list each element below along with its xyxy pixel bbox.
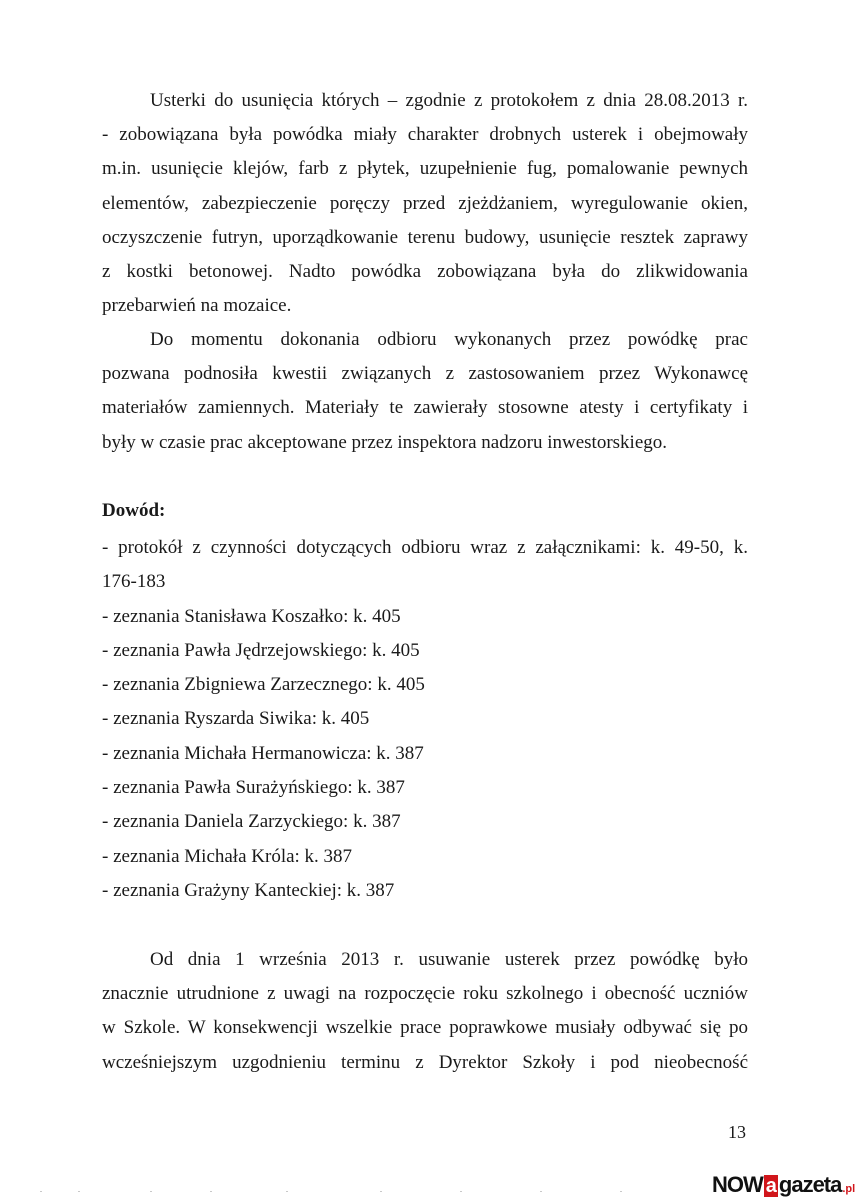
logo-text-gazeta: gazeta bbox=[778, 1172, 842, 1197]
evidence-item: - zeznania Pawła Surażyńskiego: k. 387 bbox=[102, 777, 405, 799]
logo-text-a: a bbox=[765, 1175, 776, 1197]
evidence-list bbox=[102, 531, 748, 908]
paragraph-line: Do momentu dokonania odbioru wykonanych przez powódkę prac bbox=[150, 329, 748, 350]
evidence-item: - zeznania Stanisława Koszałko: k. 405 bbox=[102, 605, 401, 627]
logo-text-pl: .pl bbox=[842, 1183, 855, 1195]
page-number: 13 bbox=[728, 1122, 746, 1142]
paragraph-line: pozwana podnosiła kwestii związanych z zastosowaniem przez Wykonawcę bbox=[102, 363, 748, 385]
evidence-item: - zeznania Michała Króla: k. 387 bbox=[102, 845, 353, 867]
paragraph-line: Od dnia 1 września 2013 r. usuwanie usterek przez powódkę było bbox=[150, 949, 748, 970]
paragraph-line: elementów, zabezpieczenie poręczy przed zjeżdżaniem, wyregulowanie okien, bbox=[102, 192, 748, 214]
paragraph-line: znacznie utrudnione z uwagi na rozpoczęcie roku szkolnego i obecność uczniów bbox=[102, 983, 748, 1005]
paragraph-acceptance bbox=[102, 323, 748, 460]
paragraph-line: z kostki betonowej. Nadto powódka zobowiązana była do zlikwidowania bbox=[102, 261, 748, 283]
paragraph-line: - zobowiązana była powódka miały charakter drobnych usterek i obejmowały bbox=[102, 124, 748, 146]
logo-text-now: NOW bbox=[712, 1172, 763, 1197]
paragraph-line: m.in. usunięcie klejów, farb z płytek, uzupełnienie fug, pomalowanie pewnych bbox=[102, 158, 748, 180]
evidence-item-line: 176-183 bbox=[102, 571, 166, 593]
paragraph-line: oczyszczenie futryn, uporządkowanie terenu budowy, usunięcie resztek zaprawy bbox=[102, 226, 748, 248]
paragraph-line: przebarwień na mozaice. bbox=[102, 295, 292, 317]
paragraph-line: materiałów zamiennych. Materiały te zawierały stosowne atesty i certyfikaty i bbox=[102, 397, 748, 419]
evidence-item-line: - protokół z czynności dotyczących odbioru wraz z załącznikami: k. 49-50, k. bbox=[102, 537, 748, 558]
paragraph-line: wcześniejszym uzgodnieniu terminu z Dyrektor Szkoły i pod nieobecność bbox=[102, 1051, 748, 1073]
paragraph-september bbox=[102, 943, 748, 1080]
paragraph-line: w Szkole. W konsekwencji wszelkie prace poprawkowe musiały odbywać się po bbox=[102, 1017, 748, 1039]
evidence-item: - zeznania Michała Hermanowicza: k. 387 bbox=[102, 742, 424, 764]
evidence-item: - zeznania Ryszarda Siwika: k. 405 bbox=[102, 708, 370, 730]
evidence-item: - zeznania Grażyny Kanteckiej: k. 387 bbox=[102, 879, 395, 901]
evidence-item: - zeznania Pawła Jędrzejowskiego: k. 405 bbox=[102, 639, 420, 661]
paragraph-line: były w czasie prac akceptowane przez inspektora nadzoru inwestorskiego. bbox=[102, 431, 668, 453]
evidence-item: - zeznania Zbigniewa Zarzecznego: k. 405 bbox=[102, 674, 425, 696]
evidence-heading: Dowód: bbox=[102, 500, 166, 521]
evidence-item: - zeznania Daniela Zarzyckiego: k. 387 bbox=[102, 811, 401, 833]
paragraph-defects bbox=[102, 84, 748, 323]
paragraph-line: Usterki do usunięcia których – zgodnie z protokołem z dnia 28.08.2013 r. bbox=[150, 90, 748, 111]
nowagazeta-logo bbox=[712, 1172, 855, 1198]
evidence-item bbox=[102, 531, 748, 600]
